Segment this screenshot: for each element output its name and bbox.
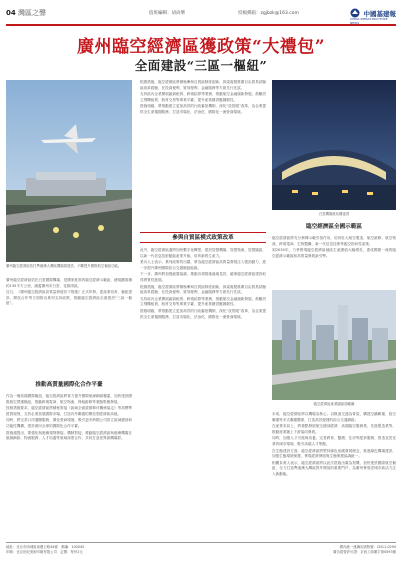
page-footer: [6, 542, 396, 555]
headline-title: 廣州臨空經濟區獲政策“大禮包”: [76, 37, 326, 57]
logo-text: 中國基建報: [363, 10, 396, 18]
photo-caption-right-top: 白雲機場航站樓夜景: [318, 212, 350, 216]
airport-photo: [6, 80, 132, 262]
footer-address: 地址：北京市西城區南禮士路44號 郵編：100045: [6, 545, 85, 549]
terminal-photo: [272, 80, 396, 210]
section-name: 灣區之聲: [17, 9, 46, 17]
left-column-top-text: 廣州臨空經濟區依托白雲國際機場，是國家批准的臨空經濟示範區，總規劃面積約135平方公里，涵蓋廣州市白雲、花都兩區。 近日，《廣州臨空經濟區高質量發展若干措施》正式印發，從產業培育、樞紐建設、開放合作等方面推出系列支持政策，推動臨空經濟區全面建設“三區一樞紐”。: [6, 278, 132, 306]
right-column-top-text: 臨空經濟區將充分發揮示範引領作用，培育壯大航空製造、航空維修、航空物流、跨境電商、生物醫藥、新一代信息技術等臨空指向性產業。 到2030年，力爭實現臨空經濟區地區生產總值大幅增長，建成國際一流的臨空經濟示範區和高質量發展新引擎。: [272, 236, 396, 258]
page-label: [6, 8, 46, 18]
footer-license: 廣告經營許可證：京西工商廣字第0093號: [333, 550, 396, 554]
footer-issn: 國內統一連續出版物號：CN11-0290: [339, 545, 396, 549]
headline-subtitle: 全面建設“三區一樞紐”: [134, 58, 268, 73]
footer-print: 印刷：北京世紀美術印刷有限公司 定價：每份2元: [6, 550, 83, 554]
middle-column-top-text: 根據措施，臨空經濟區將積極參與自貿區制度創新，探索複製推廣自由貿易試驗區改革經驗，在投資便利、貿易便利、金融服務等方面先行先試。 支持區內企業開展融資租賃、跨境結算等業務，推動航空金融創新發展。鼓勵設立飛機租賃、航材交易等專業平臺，提升產業鏈供應鏈韌性。 措施明確，將推動建立更加高效的行政審批機制，深化“放管服”改革，為企業提供全生命週期服務，打造市場化、法治化、國際化一流營商環境。: [140, 80, 266, 114]
section-heading-cooperation: 推動高質量國際化合作平臺: [35, 382, 103, 388]
section-heading-ftz: 參與自貿區模式政策改革: [140, 232, 266, 243]
photo-caption-top: 廣州臨空經濟區依托粵港澳大灣區機場群建設，不斷提升國際航空樞紐功能。: [6, 264, 122, 268]
left-column-bottom-text: 作為一個高端國際樞紐，臨空經濟區將著力提升國際航線網絡覆蓋，加快建設國際航空貨運樞紐，推動跨境電商、航空物流、保稅維修等業態集聚發展。 按照措施要求，臨空經濟區將積極對接《區域全面經濟夥伴關係協定》等高標準經貿規則，支持企業拓展國際市場，打造內外聯通的開放型經濟新高地。 同時，將完善口岸通關服務，優化營商環境，吸引更多跨國公司設立區域總部和功能性機構，建設面向全球的國際化合作平臺。 措施還提出，要強化與港澳規則銜接、機制對接，推動臨空經濟區與港澳機場在航線網絡、物流服務、人才培養等領域深度合作，共同打造世界級機場群。: [6, 394, 132, 441]
industrial-park-photo: [272, 290, 396, 400]
page-header: [6, 6, 396, 26]
footer-right: [333, 545, 396, 555]
newspaper-logo: [350, 6, 396, 25]
photo-caption-right: 臨空經濟區產業園區鳥瞰圖: [313, 402, 355, 406]
editor-credit: 值班編輯：胡尚樂: [149, 11, 185, 16]
logo-subtext: CHINA INFRASTRUCTURE NEWS: [350, 17, 388, 25]
page-number: 04: [6, 9, 16, 17]
section-heading-demo-zone: 臨空經濟區全國示範區: [306, 224, 362, 230]
right-column-bottom-text: 未來，臨空經濟區將以機場為核心，以軌道交通為骨架，構建空鐵聯運、陸空聯運等多式聯運體系，打造高效便捷的綜合交通網絡。 在產業布局上，將重點發展航空總部經濟、高端臨空服務業、先進製造業等，推動產業鏈上下游協同發展。 同時，加強人才引進與培養，完善教育、醫療、住房等配套服務，營造宜居宜業的城市環境，吸引高端人才集聚。 在生態建設方面，臨空經濟區將堅持綠色低碳發展理念，推進綠色機場建設，加強生態環境保護，實現經濟發展與生態保護協調統一。 相關負責人表示，臨空經濟區將以此次措施出臺為契機，加快建設國際航空樞紐，全力打造粵港澳大灣區對外開放的重要門戶，為廣州實現老城市新活力注入新動能。: [272, 412, 396, 476]
submission-email: 投稿郵箱：zgjbzk@163.com: [238, 11, 299, 16]
middle-column-bottom-text: 此外，臨空經濟區還將加快數字化轉型，建設智慧機場、智慧物流、智慧園區，以新一代信息技術賦能產業升級，培育新質生產力。 業內人士表示，系列政策的出臺，將為臨空經濟區高質量發展注入強勁動力，進一步提升廣州國際綜合交通樞紐能級。 下一步，廣州將加強統籌協調，推動各項措施落地見效，確保臨空經濟區建設取得實質性進展。 根據措施，臨空經濟區將積極參與自貿區制度創新，探索複製推廣自由貿易試驗區改革經驗，在投資便利、貿易便利、金融服務等方面先行先試。 支持區內企業開展融資租賃、跨境結算等業務，推動航空金融創新發展。鼓勵設立飛機租賃、航材交易等專業平臺，提升產業鏈供應鏈韌性。 措施明確，將推動建立更加高效的行政審批機制，深化“放管服”改革，為企業提供全生命週期服務，打造市場化、法治化、國際化一流營商環境。: [140, 248, 266, 319]
